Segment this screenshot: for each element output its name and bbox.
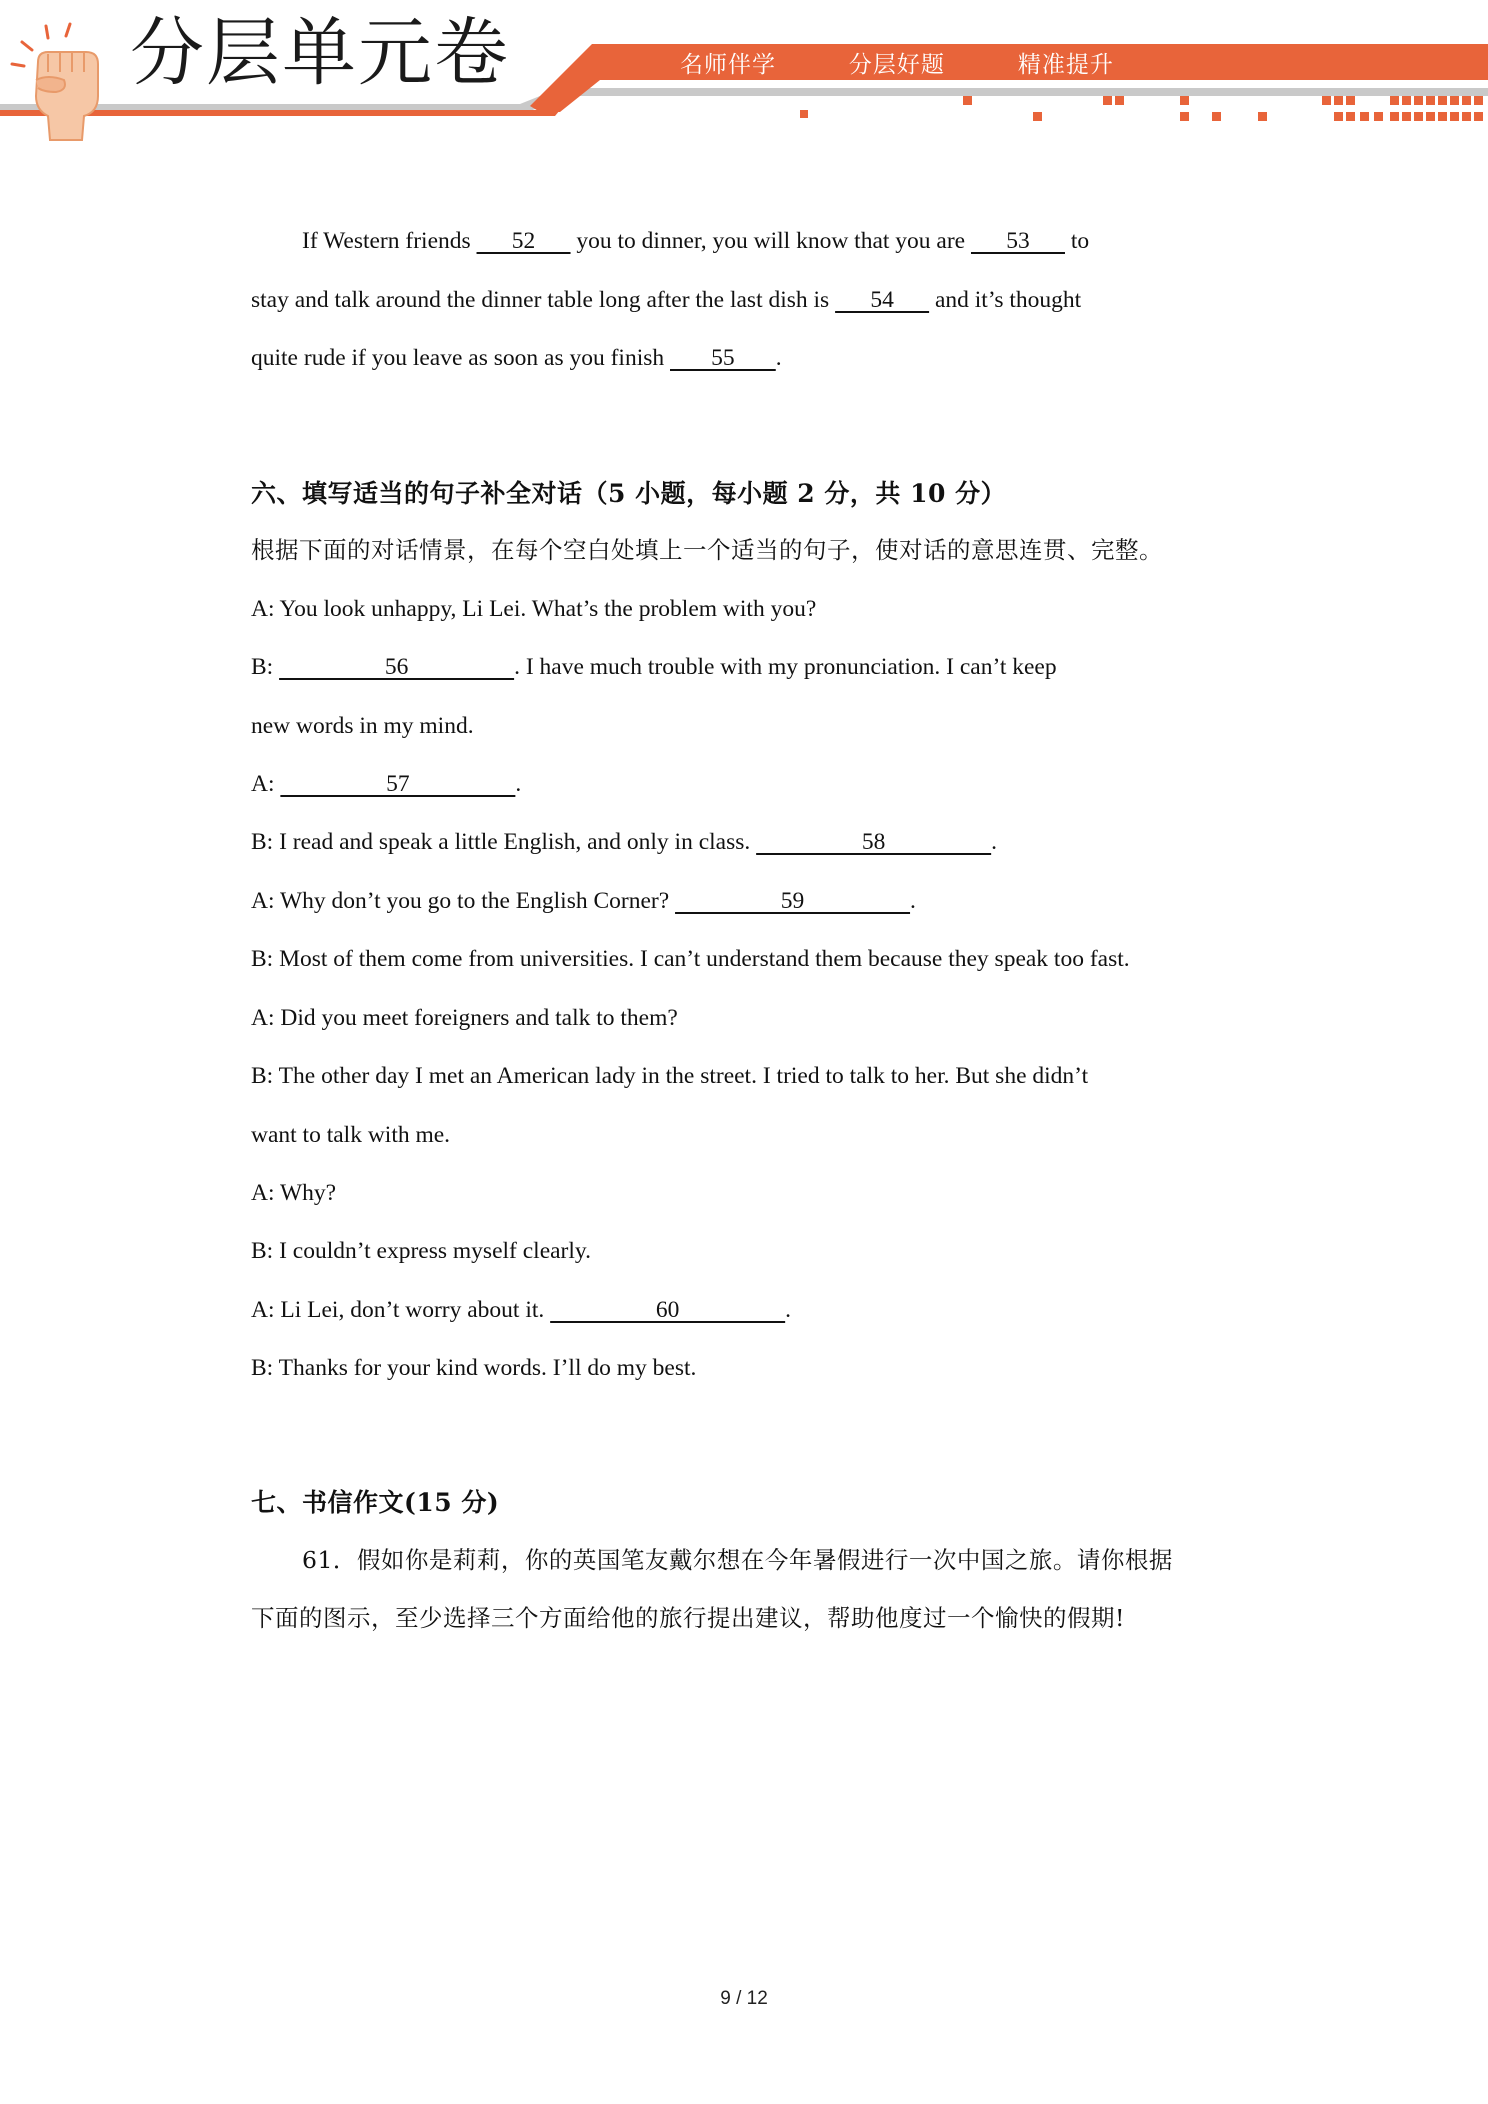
header-slogan: 名师伴学 分层好题 精准提升 — [680, 52, 1114, 78]
page-header — [0, 0, 1488, 150]
blank-60: 60 — [550, 1297, 786, 1323]
dialog-line: B: I couldn’t express myself clearly. — [251, 1238, 592, 1264]
dialog-line: A: Did you meet foreigners and talk to them? — [251, 1005, 678, 1031]
dialog-line: A: Why don’t you go to the English Corner? 59 . — [251, 888, 916, 914]
decor-squares — [800, 96, 1483, 121]
dialog-line: A: Why? — [251, 1180, 337, 1206]
dialog-line: A: You look unhappy, Li Lei. What’s the problem with you? — [251, 596, 817, 622]
section-7-title: 七、书信作文(15 分) — [251, 1488, 500, 1517]
blank-57: 57 — [280, 771, 516, 797]
dialog-line: B: Most of them come from universities. I can’t understand them because they speak too fast. — [251, 946, 1130, 972]
dialog-line: B: Thanks for your kind words. I’ll do my best. — [251, 1355, 697, 1381]
dialog-line: want to talk with me. — [251, 1122, 451, 1148]
dialog-line: A: Li Lei, don’t worry about it. 60 . — [251, 1297, 792, 1323]
blank-56: 56 — [279, 654, 515, 680]
section-7-prompt-line: 61．假如你是莉莉，你的英国笔友戴尔想在今年暑假进行一次中国之旅。请你根据 — [302, 1546, 1173, 1574]
blank-59: 59 — [675, 888, 911, 914]
section-6-title: 六、填写适当的句子补全对话（5 小题，每小题 2 分，共 10 分） — [251, 479, 1007, 508]
dialog-line: new words in my mind. — [251, 713, 474, 739]
blank-58: 58 — [756, 829, 992, 855]
page-number: 9 / 12 — [720, 1988, 768, 2009]
dialog-line: B: 56 . I have much trouble with my pronunciation. I can’t keep — [251, 654, 1057, 680]
passage-line: stay and talk around the dinner table long after the last dish is 54 and it’s thought — [251, 287, 1082, 313]
passage-line: quite rude if you leave as soon as you finish 55 . — [251, 345, 782, 371]
blank-52: 52 — [476, 228, 571, 254]
section-6-instruction: 根据下面的对话情景，在每个空白处填上一个适当的句子，使对话的意思连贯、完整。 — [251, 536, 1163, 564]
brand-title: 分层单元卷 — [130, 10, 510, 96]
passage-line: If Western friends 52 you to dinner, you will know that you are 53 to — [302, 228, 1090, 254]
blank-55: 55 — [670, 345, 776, 371]
dialog-line: B: I read and speak a little English, and only in class. 58 . — [251, 829, 998, 855]
blank-53: 53 — [970, 228, 1065, 254]
blank-54: 54 — [835, 287, 930, 313]
section-7-prompt-line: 下面的图示，至少选择三个方面给他的旅行提出建议，帮助他度过一个愉快的假期! — [251, 1604, 1125, 1632]
dialog-line: B: The other day I met an American lady in the street. I tried to talk to her. But she didn’t — [251, 1063, 1089, 1089]
dialog-line: A: 57 . — [251, 771, 522, 797]
fist-logo-icon — [8, 20, 118, 145]
